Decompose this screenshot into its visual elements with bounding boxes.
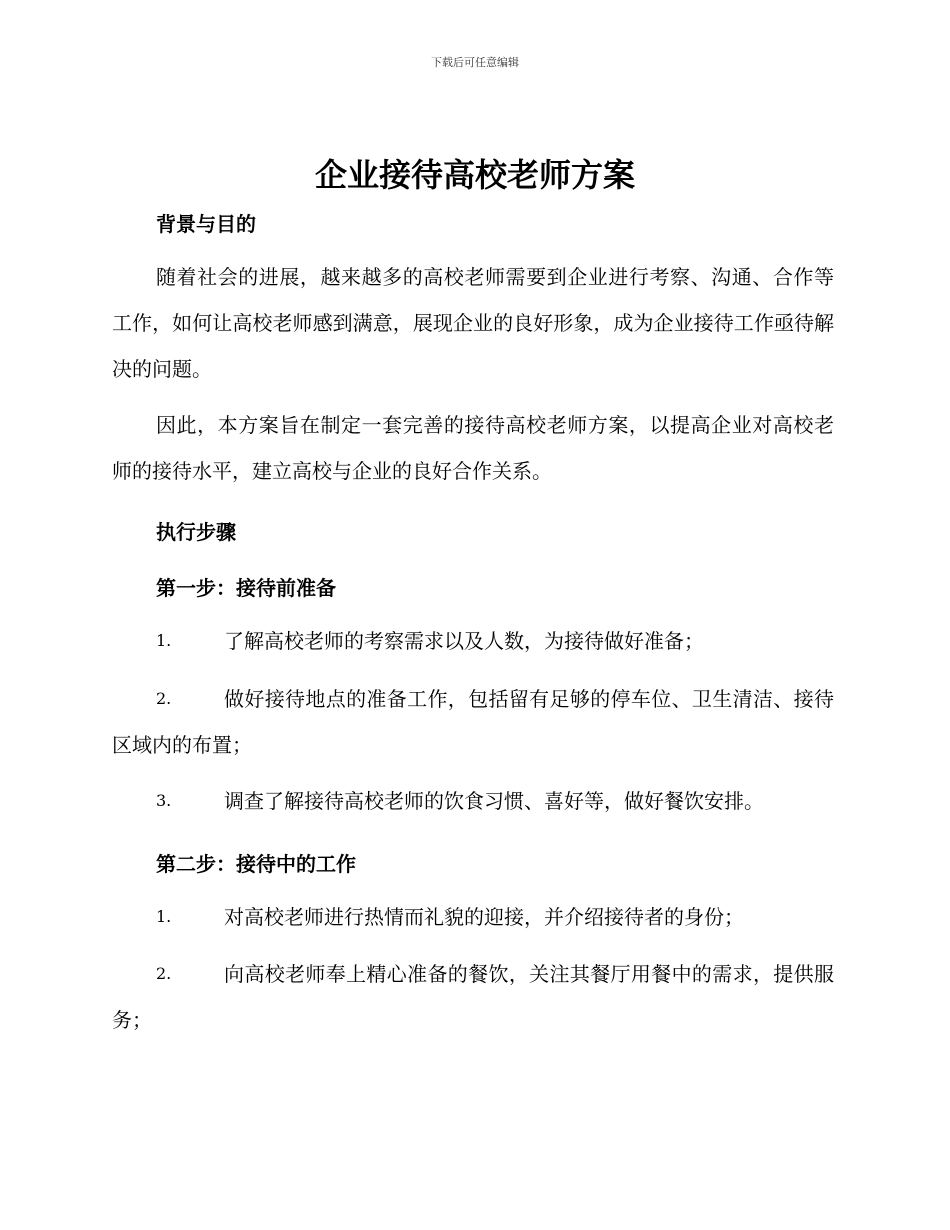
list-item-text: 了解高校老师的考察需求以及人数，为接待做好准备； xyxy=(224,629,704,653)
list-number: 1. xyxy=(156,631,172,650)
step1-list-item xyxy=(112,676,834,768)
step1-list-item xyxy=(112,618,834,664)
background-paragraph-1: 随着社会的进展，越来越多的高校老师需要到企业进行考察、沟通、合作等工作，如何让高校老师感到满意，展现企业的良好形象，成为企业接待工作亟待解决的问题。 xyxy=(112,265,834,381)
background-heading: 背景与目的 xyxy=(156,212,256,236)
list-number: 3. xyxy=(156,791,172,810)
list-item-text: 做好接待地点的准备工作，包括留有足够的停车位、卫生清洁、接待区域内的布置； xyxy=(112,687,834,757)
list-number: 2. xyxy=(156,964,172,983)
execution-steps-heading: 执行步骤 xyxy=(156,520,236,544)
list-number: 2. xyxy=(156,689,172,708)
list-number: 1. xyxy=(156,907,172,926)
step2-heading: 第二步：接待中的工作 xyxy=(156,852,356,876)
list-item-text: 对高校老师进行热情而礼貌的迎接，并介绍接待者的身份； xyxy=(224,905,744,929)
step1-list-item xyxy=(112,778,834,824)
header-note: 下载后可任意编辑 xyxy=(431,56,519,69)
step2-list-item xyxy=(112,894,834,940)
background-paragraph-2: 因此，本方案旨在制定一套完善的接待高校老师方案，以提高企业对高校老师的接待水平，建立高校与企业的良好合作关系。 xyxy=(112,413,834,483)
step2-list-item xyxy=(112,951,834,1043)
step1-heading: 第一步：接待前准备 xyxy=(156,576,336,600)
document-title: 企业接待高校老师方案 xyxy=(314,156,635,194)
list-item-text: 调查了解接待高校老师的饮食习惯、喜好等，做好餐饮安排。 xyxy=(224,789,764,813)
list-item-text: 向高校老师奉上精心准备的餐饮，关注其餐厅用餐中的需求，提供服务； xyxy=(112,962,834,1032)
